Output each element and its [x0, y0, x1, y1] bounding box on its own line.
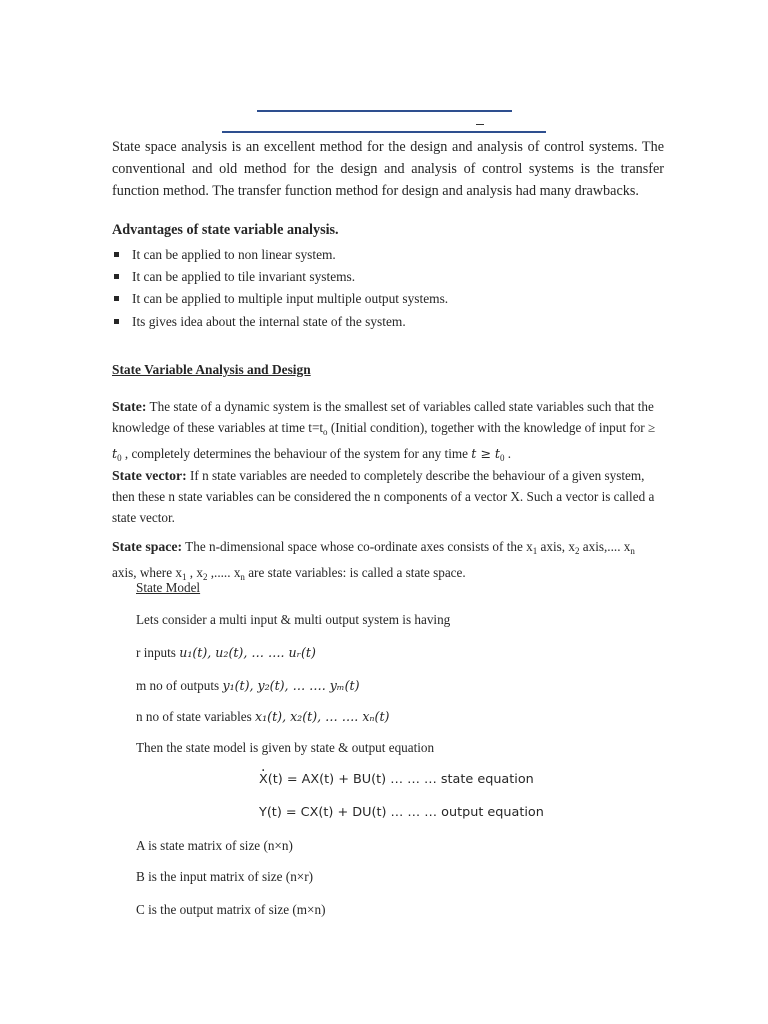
state-definition: [112, 396, 660, 469]
bullet-icon: [114, 319, 119, 324]
state-vector-text: If n state variables are needed to completely describe the behaviour of a given system, then these n state variables can be considered the n components of a vector X. Such a vector is called a state vector.: [112, 468, 655, 525]
title-dash-mark: [476, 124, 484, 125]
list-item-text: It can be applied to non linear system.: [132, 247, 336, 262]
subscript: n: [630, 546, 635, 556]
state-model-then: Then the state model is given by state & output equation: [136, 740, 435, 755]
matrix-b-definition: B is the input matrix of size (n×r): [136, 869, 314, 884]
list-item: [112, 244, 448, 266]
output-equation: Y(t) = CX(t) + DU(t) … … … output equation: [259, 805, 544, 820]
states-math: x₁(t), x₂(t), … …. xₙ(t): [255, 709, 390, 724]
state-text-1: The state of a dynamic system is the smallest set of variables called state variables such that the knowledge of these variables at time t=t: [112, 399, 654, 435]
intro-paragraph: State space analysis is an excellent method for the design and analysis of control systems. The conventional and old method for the design and analysis of control systems is the transfer function method. The transfer function method for design and analysis had many drawbacks.: [112, 139, 664, 200]
inputs-math: u₁(t), u₂(t), … …. uᵣ(t): [179, 645, 316, 660]
state-model-intro: Lets consider a multi input & multi output system is having: [136, 612, 451, 627]
state-t0-a: t: [112, 446, 118, 461]
list-item: [112, 311, 448, 333]
outputs-label: m no of outputs: [136, 678, 223, 693]
list-item: [112, 288, 448, 310]
state-text-4: .: [504, 446, 512, 461]
title-underline-bottom: [222, 131, 546, 133]
state-space-text-7: are state variables: is called a state space.: [244, 565, 466, 580]
state-space-text-4: axis, where x: [112, 565, 182, 580]
state-equation-rest: (t) = AX(t) + BU(t) … … … state equation: [267, 772, 534, 787]
matrix-c-definition: C is the output matrix of size (m×n): [136, 902, 326, 917]
list-item-text: It can be applied to tile invariant systems.: [132, 269, 356, 285]
state-space-text-6: ,..... x: [207, 565, 241, 580]
state-t-ge-sub: 0: [499, 453, 505, 463]
subscript: 2: [202, 572, 208, 582]
bullet-icon: [114, 296, 119, 301]
outputs-line: [136, 678, 360, 694]
bullet-icon: [114, 274, 119, 279]
list-item: [112, 266, 448, 288]
state-space-text-2: axis, x: [537, 539, 575, 554]
matrix-a-definition: A is state matrix of size (n×n): [136, 838, 293, 853]
state-space-text-1: The n-dimensional space whose co-ordinate axes consists of the x: [182, 539, 533, 554]
advantages-list: [112, 244, 448, 333]
subscript: 2: [574, 546, 580, 556]
section-heading: State Variable Analysis and Design: [112, 362, 311, 377]
state-vector-definition: [112, 465, 660, 528]
inputs-line: [136, 645, 316, 661]
state-space-text-3: axis,.... x: [579, 539, 631, 554]
inputs-label: r inputs: [136, 645, 180, 660]
state-space-text-5: , x: [186, 565, 203, 580]
bullet-icon: [114, 252, 119, 257]
list-item-text: Its gives idea about the internal state of the system.: [132, 313, 406, 329]
state-text-2: (Initial condition), together with the knowledge of input for ≥: [327, 420, 656, 435]
list-item-text: It can be applied to multiple input multiple output systems.: [132, 291, 449, 307]
state-equation: [259, 772, 534, 787]
state-term: State:: [112, 399, 147, 414]
x-dot: · X: [259, 772, 268, 787]
subscript: n: [240, 572, 245, 582]
subscript: 1: [181, 572, 187, 582]
states-line: [136, 709, 389, 725]
title-underline-top: [257, 110, 512, 112]
state-vector-term: State vector:: [112, 468, 187, 483]
state-t0-a-sub: 0: [117, 453, 122, 463]
subscript: 1: [532, 546, 538, 556]
state-space-term: State space:: [112, 539, 183, 554]
outputs-math: y₁(t), y₂(t), … …. yₘ(t): [222, 678, 360, 693]
state-t-ge: t ≥ t: [471, 446, 500, 461]
advantages-heading: Advantages of state variable analysis.: [112, 222, 339, 238]
states-label: n no of state variables: [136, 709, 256, 724]
state-model-title: State Model: [136, 580, 201, 595]
state-sub-o: o: [323, 427, 328, 437]
state-text-3: , completely determines the behaviour of the system for any time: [121, 446, 472, 461]
